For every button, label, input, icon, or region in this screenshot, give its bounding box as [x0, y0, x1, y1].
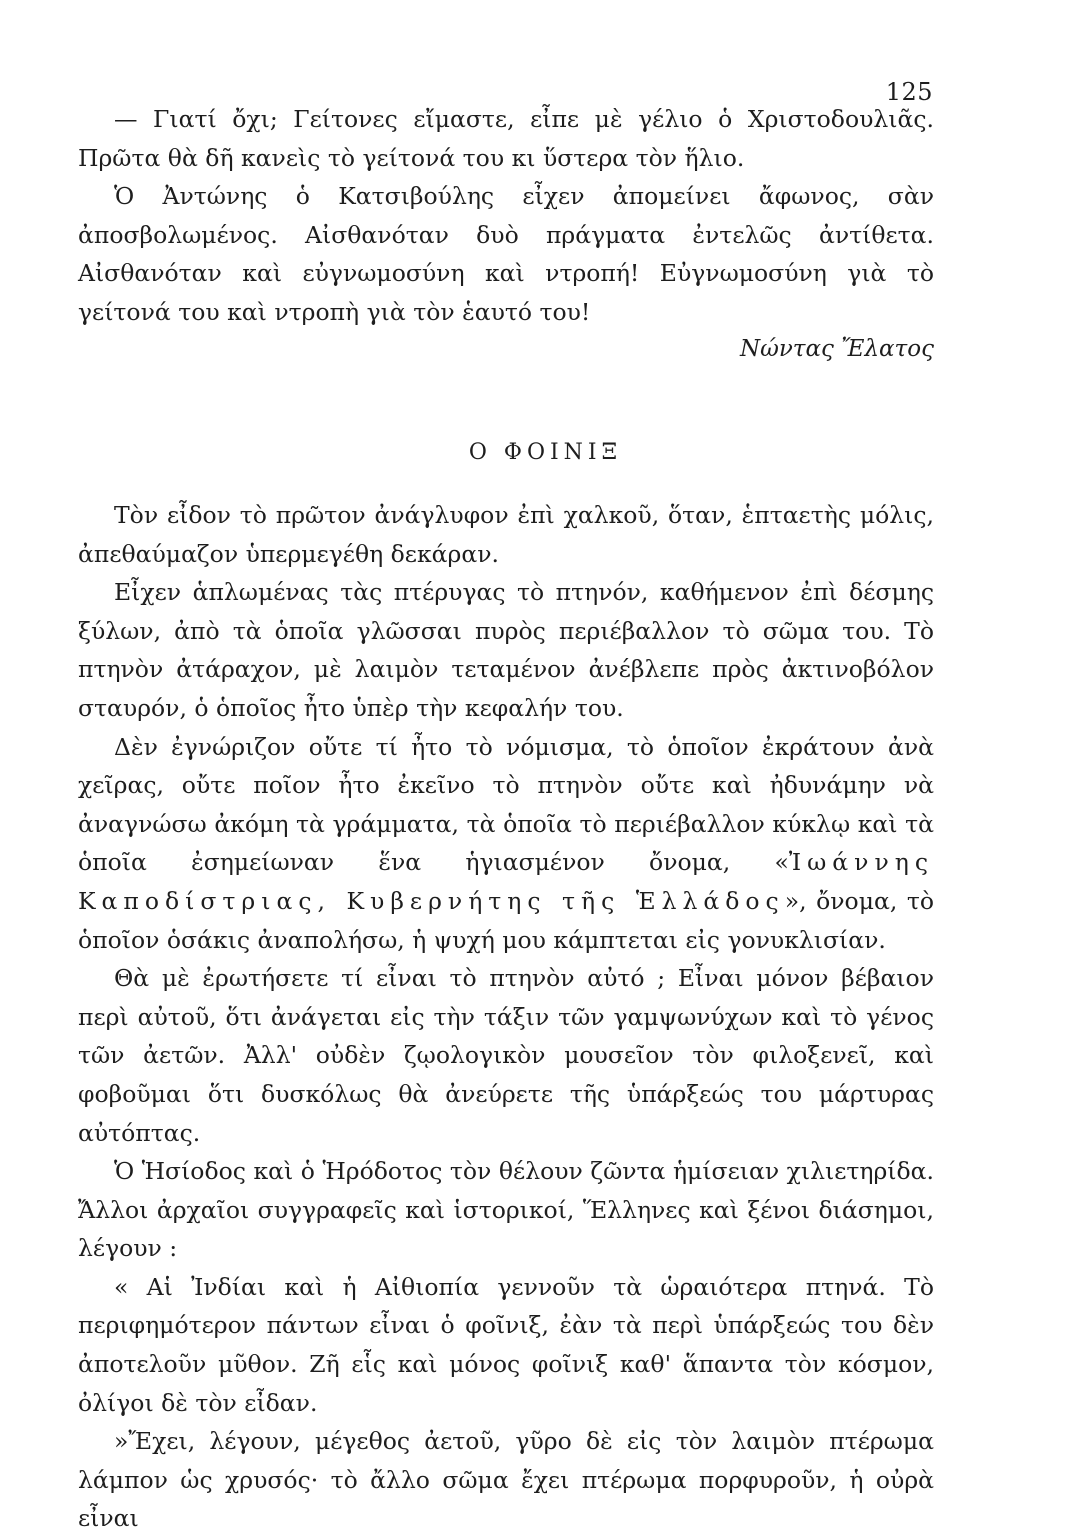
- previous-story-text: [78, 100, 934, 332]
- article-paragraph: [78, 728, 934, 960]
- article-paragraph: Τὸν εἶδον τὸ πρῶτον ἀνάγλυφον ἐπὶ χαλκοῦ, ὅταν, ἑπταετὴς μόλις, ἀπεθαύμαζον ὑπερμεγέθη δεκάραν.: [78, 501, 934, 568]
- author-signature: Νώντας Ἔλατος: [739, 336, 934, 362]
- paragraph-text: Δὲν ἐγνώριζον οὔτε τί ἦτο τὸ νόμισμα, τὸ ὁποῖον ἐκράτουν ἀνὰ χεῖρας, οὔτε ποῖον ἦτο ἐκεῖνο τὸ πτηνὸν οὔτε καὶ ἠδυνάμην νὰ ἀναγνώσω ἀκόμη τὰ γράμματα, τὰ ὁποῖα τὸ περιέβαλλον κύκλῳ καὶ τὰ ὁποῖα ἐσημείωναν ἕνα ἡγιασμένον ὄνομα, «: [78, 732, 934, 877]
- article-title: Ο ΦΟΙΝΙΞ: [468, 440, 623, 465]
- paragraph-text: », ὄνομα, τὸ ὁποῖον ὁσάκις ἀναπολήσω, ἡ ψυχή μου κάμπτεται εἰς γονυκλισίαν.: [78, 886, 935, 954]
- article-paragraph: Ὁ Ἡσίοδος καὶ ὁ Ἡρόδοτος τὸν θέλουν ζῶντα ἡμίσειαν χιλιετηρίδα. Ἄλλοι ἀρχαῖοι συγγραφεῖς καὶ ἱστορικοί, Ἕλληνες καὶ ξένοι διάσημοι, λέγουν :: [78, 1157, 934, 1263]
- previous-story-paragraph: Ὁ Ἀντώνης ὁ Κατσιβούλης εἶχεν ἀπομείνει ἄφωνος, σὰν ἀποσβολωμένος. Αἰσθανόταν δυὸ πράγματα ἐντελῶς ἀντίθετα. Αἰσθανόταν καὶ εὐγνωμοσύνη καὶ ντροπή! Εὐγνωμοσύνη γιὰ τὸ γείτονά του καὶ ντροπὴ γιὰ τὸν ἑαυτό του!: [78, 182, 934, 326]
- page-number: 125: [885, 78, 933, 106]
- article-body: [78, 496, 934, 1538]
- article-paragraph: Εἶχεν ἁπλωμένας τὰς πτέρυγας τὸ πτηνόν, καθήμενον ἐπὶ δέσμης ξύλων, ἀπὸ τὰ ὁποῖα γλῶσσαι πυρὸς περιέβαλλον τὸ σῶμα του. Τὸ πτηνὸν ἀτάραχον, μὲ λαιμὸν τεταμένον ἀνέβλεπε πρὸς ἀκτινοβόλον σταυρόν, ὁ ὁποῖος ἦτο ὑπὲρ τὴν κεφαλήν του.: [78, 578, 934, 722]
- coin-inscription: Ἰωάννης Καποδίστριας, Κυβερνήτης τῆς Ἑλλάδος: [78, 848, 934, 915]
- quote-paragraph: « Αἱ Ἰνδίαι καὶ ἡ Αἰθιοπία γεννοῦν τὰ ὡραιότερα πτηνά. Τὸ περιφημότερον πάντων εἶναι ὁ φοῖνιξ, ἐὰν τὰ περὶ ὑπάρξεώς του δὲν ἀποτελοῦν μῦθον. Ζῆ εἷς καὶ μόνος φοῖνιξ καθ' ἅπαντα τὸν κόσμον, ὀλίγοι δὲ τὸν εἶδαν.: [78, 1272, 934, 1417]
- previous-story-paragraph: — Γιατί ὄχι; Γείτονες εἴμαστε, εἶπε μὲ γέλιο ὁ Χριστοδουλιᾶς. Πρῶτα θὰ δῆ κανεὶς τὸ γείτονά του κι ὕστερα τὸν ἥλιο.: [78, 105, 934, 172]
- article-paragraph: Θὰ μὲ ἐρωτήσετε τί εἶναι τὸ πτηνὸν αὐτό ; Εἶναι μόνον βέβαιον περὶ αὐτοῦ, ὅτι ἀνάγεται εἰς τὴν τάξιν τῶν γαμψωνύχων καὶ τὸ γένος τῶν ἀετῶν. Ἀλλ' οὐδὲν ζῳολογικὸν μουσεῖον τὸν φιλοξενεῖ, καὶ φοβοῦμαι ὅτι δυσκόλως θὰ ἀνεύρετε τῆς ὑπάρξεώς του μάρτυρας αὐτόπτας.: [78, 964, 934, 1147]
- quote-paragraph: »Ἔχει, λέγουν, μέγεθος ἀετοῦ, γῦρο δὲ εἰς τὸν λαιμὸν πτέρωμα λάμπον ὡς χρυσός· τὸ ἄλλο σῶμα ἔχει πτέρωμα πορφυροῦν, ἡ οὐρὰ εἶναι: [78, 1427, 934, 1533]
